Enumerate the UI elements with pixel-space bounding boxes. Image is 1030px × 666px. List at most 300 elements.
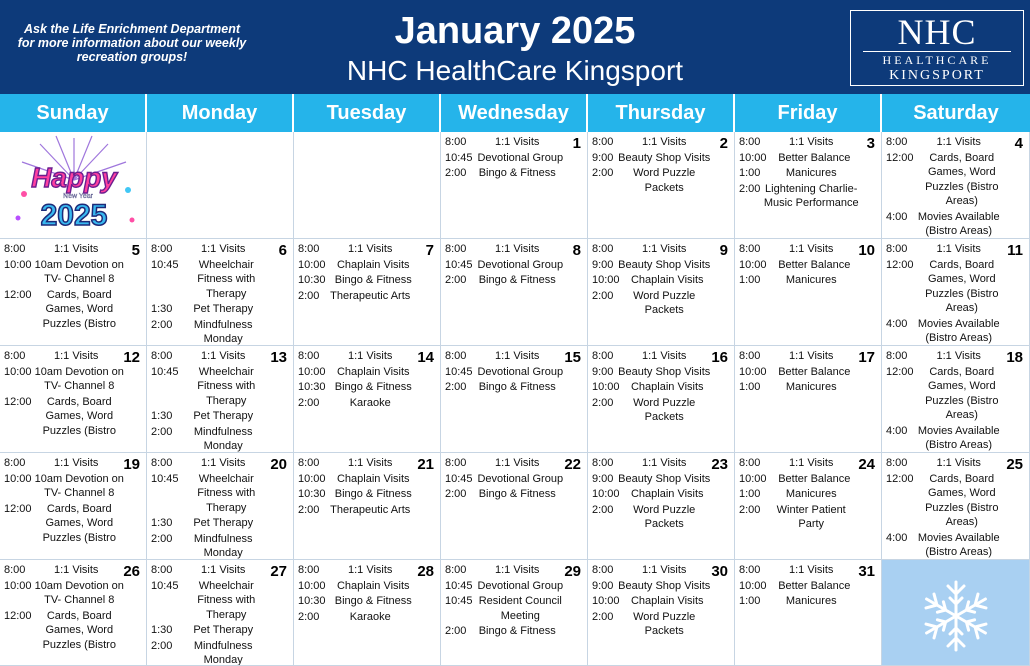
snowflake-cell xyxy=(882,560,1030,666)
event-name: 10am Devotion on TV- Channel 8 xyxy=(34,579,124,606)
event-time: 1:30 xyxy=(151,410,173,422)
nhc-logo xyxy=(850,10,1024,86)
event-time: 2:00 xyxy=(445,488,467,500)
event-item xyxy=(886,242,1007,257)
event-time: 8:00 xyxy=(739,350,761,362)
snowflake-icon xyxy=(882,560,1030,666)
event-name: 1:1 Visits xyxy=(494,564,540,576)
event-item xyxy=(445,242,565,257)
event-time: 2:00 xyxy=(298,396,320,409)
event-item xyxy=(739,472,859,487)
event-name: 1:1 Visits xyxy=(494,243,540,255)
event-name: Chaplain Visits xyxy=(630,488,704,500)
event-item xyxy=(739,166,859,181)
event-item xyxy=(298,380,418,395)
day-cell xyxy=(588,239,735,346)
facility-name: NHC HealthCare Kingsport xyxy=(346,55,684,86)
event-name: Karaoke xyxy=(349,396,391,409)
event-time: 8:00 xyxy=(739,136,761,148)
event-time: 8:00 xyxy=(4,564,26,576)
event-time: 2:00 xyxy=(592,289,614,302)
day-number: 6 xyxy=(278,242,287,259)
event-name: 10am Devotion on TV- Channel 8 xyxy=(34,472,124,499)
event-time: 10:30 xyxy=(298,488,326,500)
event-item xyxy=(151,456,271,471)
day-cell xyxy=(294,560,441,666)
event-item xyxy=(298,258,418,273)
calendar-header xyxy=(0,0,1030,94)
event-time: 1:00 xyxy=(739,488,761,500)
event-list xyxy=(4,456,124,546)
event-item xyxy=(739,151,859,166)
event-item xyxy=(739,503,859,532)
event-time: 8:00 xyxy=(298,457,320,469)
event-name: 1:1 Visits xyxy=(200,457,246,469)
day-number: 24 xyxy=(858,456,875,473)
weekday-saturday: Saturday xyxy=(882,94,1030,132)
event-item xyxy=(445,624,565,639)
event-name: Bingo & Fitness xyxy=(478,274,556,286)
event-time: 8:00 xyxy=(445,350,467,362)
day-cell xyxy=(441,239,588,346)
event-item xyxy=(886,349,1007,364)
weekday-wednesday: Wednesday xyxy=(441,94,588,132)
event-time: 1:30 xyxy=(151,303,173,315)
event-name: 1:1 Visits xyxy=(494,136,540,148)
logo-line2: KINGSPORT xyxy=(889,68,985,83)
event-time: 10:45 xyxy=(151,258,179,271)
event-list xyxy=(739,135,859,212)
event-time: 8:00 xyxy=(445,243,467,255)
event-name: Beauty Shop Visits xyxy=(618,258,711,271)
event-item xyxy=(886,210,1007,239)
event-list xyxy=(886,349,1007,453)
weekday-sunday: Sunday xyxy=(0,94,147,132)
event-time: 2:00 xyxy=(151,532,173,545)
day-cell xyxy=(147,239,294,346)
event-item xyxy=(151,563,271,578)
event-time: 2:00 xyxy=(592,610,614,623)
event-list xyxy=(739,456,859,533)
event-item xyxy=(739,563,859,578)
event-name: Beauty Shop Visits xyxy=(618,579,711,592)
day-cell xyxy=(441,346,588,453)
event-item xyxy=(151,409,271,424)
event-item xyxy=(739,135,859,150)
event-time: 12:00 xyxy=(4,395,32,408)
day-cell xyxy=(735,239,882,346)
happy-new-year-2025-graphic xyxy=(0,132,147,239)
day-number: 13 xyxy=(270,349,287,366)
day-cell xyxy=(735,132,882,239)
day-cell xyxy=(882,346,1030,453)
event-name: Cards, Board Games, Word Puzzles (Bistro Areas) xyxy=(925,472,999,528)
event-item xyxy=(445,365,565,380)
event-time: 8:00 xyxy=(592,136,614,148)
event-name: 1:1 Visits xyxy=(936,350,981,362)
event-time: 10:00 xyxy=(4,472,32,485)
event-name: Bingo & Fitness xyxy=(478,625,556,637)
event-item xyxy=(739,273,859,288)
event-time: 8:00 xyxy=(886,136,908,148)
day-number: 23 xyxy=(711,456,728,473)
day-number: 21 xyxy=(417,456,434,473)
day-number: 25 xyxy=(1006,456,1023,473)
event-item xyxy=(445,258,565,273)
event-item xyxy=(298,242,418,257)
event-time: 8:00 xyxy=(886,350,908,362)
event-name: Devotional Group xyxy=(477,151,564,164)
event-name: Word Puzzle Packets xyxy=(633,396,696,423)
event-time: 12:00 xyxy=(4,288,32,301)
event-time: 10:00 xyxy=(592,274,620,286)
event-list xyxy=(298,456,418,518)
event-name: Devotional Group xyxy=(477,365,564,378)
event-time: 8:00 xyxy=(298,243,320,255)
event-time: 10:45 xyxy=(151,472,179,485)
event-item xyxy=(592,456,712,471)
event-time: 10:00 xyxy=(298,472,326,485)
empty-day-cell xyxy=(147,132,294,239)
event-item xyxy=(739,182,859,211)
event-name: 1:1 Visits xyxy=(936,136,981,148)
event-item xyxy=(4,365,124,394)
event-item xyxy=(151,302,271,317)
day-cell xyxy=(441,560,588,666)
event-list xyxy=(151,349,271,453)
event-time: 1:00 xyxy=(739,595,761,607)
event-name: Better Balance xyxy=(778,472,851,485)
event-name: Cards, Board Games, Word Puzzles (Bistro xyxy=(42,288,116,330)
event-time: 2:00 xyxy=(151,425,173,438)
event-time: 10:45 xyxy=(151,579,179,592)
event-item xyxy=(298,472,418,487)
day-cell xyxy=(441,453,588,560)
day-number: 2 xyxy=(719,135,728,152)
event-item xyxy=(4,579,124,608)
event-item xyxy=(886,135,1007,150)
event-name: Mindfulness Monday xyxy=(193,532,253,559)
day-cell xyxy=(147,346,294,453)
event-name: Karaoke xyxy=(349,610,391,623)
event-item xyxy=(151,425,271,454)
event-item xyxy=(739,456,859,471)
event-item xyxy=(592,242,712,257)
event-time: 8:00 xyxy=(4,350,26,362)
event-item xyxy=(4,349,124,364)
day-number: 29 xyxy=(564,563,581,580)
day-cell xyxy=(147,560,294,666)
event-time: 10:00 xyxy=(298,579,326,592)
empty-day-cell xyxy=(294,132,441,239)
event-item xyxy=(4,456,124,471)
event-item xyxy=(298,289,418,304)
day-number: 16 xyxy=(711,349,728,366)
event-name: 1:1 Visits xyxy=(641,457,687,469)
day-cell xyxy=(0,453,147,560)
event-item xyxy=(445,273,565,288)
event-list xyxy=(739,563,859,610)
event-time: 10:45 xyxy=(445,595,473,607)
event-name: 1:1 Visits xyxy=(641,350,687,362)
event-time: 2:00 xyxy=(445,381,467,393)
day-number: 10 xyxy=(858,242,875,259)
event-name: Better Balance xyxy=(778,579,851,592)
event-name: 1:1 Visits xyxy=(641,564,687,576)
event-time: 10:45 xyxy=(445,258,473,271)
recreation-note: Ask the Life Enrichment Department for more information about our weekly recreation groups! xyxy=(17,22,247,64)
event-list xyxy=(445,349,565,396)
day-cell xyxy=(441,132,588,239)
weekday-header-row xyxy=(0,94,1030,132)
event-item xyxy=(445,166,565,181)
event-name: Word Puzzle Packets xyxy=(633,289,696,316)
event-time: 4:00 xyxy=(886,210,908,223)
event-list xyxy=(445,456,565,503)
event-item xyxy=(592,472,712,487)
event-item xyxy=(151,623,271,638)
event-name: Devotional Group xyxy=(477,258,564,271)
event-list xyxy=(886,456,1007,560)
event-item xyxy=(886,472,1007,530)
event-time: 1:00 xyxy=(739,274,761,286)
event-name: Resident Council Meeting xyxy=(478,595,562,622)
event-name: 1:1 Visits xyxy=(347,350,393,362)
event-list xyxy=(445,563,565,640)
day-cell xyxy=(588,560,735,666)
event-time: 9:00 xyxy=(592,258,614,271)
event-name: Manicures xyxy=(785,274,837,286)
event-list xyxy=(298,563,418,625)
event-time: 2:00 xyxy=(592,396,614,409)
event-time: 12:00 xyxy=(886,258,914,271)
event-item xyxy=(151,365,271,409)
event-item xyxy=(592,487,712,502)
event-item xyxy=(298,579,418,594)
event-item xyxy=(298,456,418,471)
event-name: Pet Therapy xyxy=(193,410,254,422)
weekday-friday: Friday xyxy=(735,94,882,132)
event-time: 1:00 xyxy=(739,381,761,393)
event-name: Bingo & Fitness xyxy=(478,488,556,500)
event-time: 2:00 xyxy=(151,639,173,652)
event-item xyxy=(592,396,712,425)
event-time: 2:00 xyxy=(739,182,761,195)
event-item xyxy=(886,456,1007,471)
event-list xyxy=(886,135,1007,239)
event-time: 2:00 xyxy=(298,289,320,302)
event-time: 8:00 xyxy=(739,457,761,469)
day-number: 20 xyxy=(270,456,287,473)
event-name: 1:1 Visits xyxy=(936,243,981,255)
event-time: 8:00 xyxy=(739,564,761,576)
event-name: Chaplain Visits xyxy=(336,579,410,592)
event-name: 1:1 Visits xyxy=(494,457,540,469)
event-name: Bingo & Fitness xyxy=(334,381,412,393)
event-name: Mindfulness Monday xyxy=(193,425,253,452)
event-item xyxy=(445,579,565,594)
day-cell xyxy=(294,239,441,346)
day-cell xyxy=(882,239,1030,346)
event-name: Cards, Board Games, Word Puzzles (Bistro xyxy=(42,609,116,651)
event-time: 10:45 xyxy=(445,365,473,378)
event-time: 10:45 xyxy=(445,579,473,592)
event-time: 8:00 xyxy=(886,457,908,469)
event-time: 2:00 xyxy=(445,625,467,637)
event-name: Therapeutic Arts xyxy=(330,289,411,302)
event-name: Bingo & Fitness xyxy=(478,167,556,179)
event-item xyxy=(886,424,1007,453)
event-item xyxy=(151,318,271,347)
day-number: 31 xyxy=(858,563,875,580)
event-time: 8:00 xyxy=(298,350,320,362)
day-cell xyxy=(0,239,147,346)
new-year-text: New Year xyxy=(63,193,93,200)
day-cell xyxy=(294,346,441,453)
event-name: Chaplain Visits xyxy=(630,274,704,286)
event-time: 4:00 xyxy=(886,317,908,330)
event-item xyxy=(4,609,124,653)
event-name: 1:1 Visits xyxy=(53,243,99,255)
event-name: Devotional Group xyxy=(477,472,564,485)
event-name: 1:1 Visits xyxy=(347,564,393,576)
event-time: 12:00 xyxy=(4,502,32,515)
event-list xyxy=(151,242,271,346)
event-item xyxy=(445,563,565,578)
event-item xyxy=(592,380,712,395)
event-name: Movies Available (Bistro Areas) xyxy=(917,317,1000,344)
event-name: Lightening Charlie- Music Performance xyxy=(763,182,859,209)
event-item xyxy=(298,594,418,609)
event-item xyxy=(592,579,712,594)
event-name: Beauty Shop Visits xyxy=(618,365,711,378)
day-number: 8 xyxy=(572,242,581,259)
event-time: 2:00 xyxy=(739,503,761,516)
event-item xyxy=(151,242,271,257)
event-item xyxy=(151,579,271,623)
event-item xyxy=(298,365,418,380)
event-time: 9:00 xyxy=(592,365,614,378)
event-time: 10:30 xyxy=(298,595,326,607)
day-cell xyxy=(735,346,882,453)
day-number: 7 xyxy=(425,242,434,259)
event-item xyxy=(298,563,418,578)
day-cell xyxy=(588,132,735,239)
event-list xyxy=(592,135,712,196)
event-time: 10:00 xyxy=(739,151,767,164)
event-time: 1:00 xyxy=(739,167,761,179)
event-item xyxy=(298,396,418,411)
event-item xyxy=(592,258,712,273)
day-number: 19 xyxy=(123,456,140,473)
event-name: 10am Devotion on TV- Channel 8 xyxy=(34,258,124,285)
event-item xyxy=(4,288,124,332)
event-name: Wheelchair Fitness with Therapy xyxy=(197,579,256,621)
event-name: 1:1 Visits xyxy=(494,350,540,362)
event-time: 10:00 xyxy=(4,365,32,378)
day-cell xyxy=(735,560,882,666)
day-number: 22 xyxy=(564,456,581,473)
day-number: 1 xyxy=(572,135,581,152)
event-name: Manicures xyxy=(785,488,837,500)
event-item xyxy=(151,349,271,364)
day-number: 18 xyxy=(1006,349,1023,366)
event-item xyxy=(739,242,859,257)
event-list xyxy=(4,349,124,439)
event-item xyxy=(151,516,271,531)
year-2025-text: 2025 xyxy=(40,199,108,232)
event-time: 2:00 xyxy=(592,167,614,179)
day-number: 28 xyxy=(417,563,434,580)
event-time: 10:00 xyxy=(298,365,326,378)
event-time: 2:00 xyxy=(151,318,173,331)
event-name: Better Balance xyxy=(778,258,851,271)
event-time: 10:00 xyxy=(4,258,32,271)
event-name: 1:1 Visits xyxy=(641,243,687,255)
day-number: 26 xyxy=(123,563,140,580)
event-item xyxy=(445,151,565,166)
event-item xyxy=(4,395,124,439)
event-item xyxy=(298,610,418,625)
event-name: Wheelchair Fitness with Therapy xyxy=(197,472,256,514)
event-name: Better Balance xyxy=(778,365,851,378)
event-name: Bingo & Fitness xyxy=(334,488,412,500)
event-name: 1:1 Visits xyxy=(53,350,99,362)
event-time: 10:45 xyxy=(445,151,473,164)
event-item xyxy=(592,563,712,578)
event-time: 8:00 xyxy=(298,564,320,576)
event-time: 8:00 xyxy=(445,564,467,576)
event-item xyxy=(592,151,712,166)
event-time: 10:30 xyxy=(298,274,326,286)
event-list xyxy=(4,242,124,332)
event-time: 12:00 xyxy=(886,151,914,164)
event-name: Pet Therapy xyxy=(193,303,254,315)
event-time: 2:00 xyxy=(298,610,320,623)
happy-text: Happy xyxy=(31,162,117,193)
event-time: 10:00 xyxy=(739,365,767,378)
event-name: 1:1 Visits xyxy=(200,564,246,576)
event-time: 10:00 xyxy=(739,258,767,271)
event-item xyxy=(445,472,565,487)
event-time: 4:00 xyxy=(886,531,908,544)
event-name: Pet Therapy xyxy=(193,517,254,529)
event-time: 12:00 xyxy=(4,609,32,622)
event-item xyxy=(445,135,565,150)
event-time: 8:00 xyxy=(151,350,173,362)
event-item xyxy=(886,317,1007,346)
event-name: 1:1 Visits xyxy=(788,243,834,255)
event-item xyxy=(592,594,712,609)
event-name: 1:1 Visits xyxy=(936,457,981,469)
event-time: 10:00 xyxy=(592,595,620,607)
event-time: 10:45 xyxy=(445,472,473,485)
event-name: Cards, Board Games, Word Puzzles (Bistro xyxy=(42,395,116,437)
day-cell xyxy=(588,346,735,453)
event-time: 2:00 xyxy=(445,167,467,179)
event-name: Therapeutic Arts xyxy=(330,503,411,516)
day-number: 12 xyxy=(123,349,140,366)
event-name: Movies Available (Bistro Areas) xyxy=(917,531,1000,558)
weekday-thursday: Thursday xyxy=(588,94,735,132)
event-list xyxy=(592,349,712,426)
day-cell xyxy=(0,346,147,453)
event-time: 10:00 xyxy=(739,579,767,592)
event-time: 9:00 xyxy=(592,579,614,592)
event-name: 1:1 Visits xyxy=(347,243,393,255)
event-item xyxy=(298,349,418,364)
event-list xyxy=(739,242,859,289)
